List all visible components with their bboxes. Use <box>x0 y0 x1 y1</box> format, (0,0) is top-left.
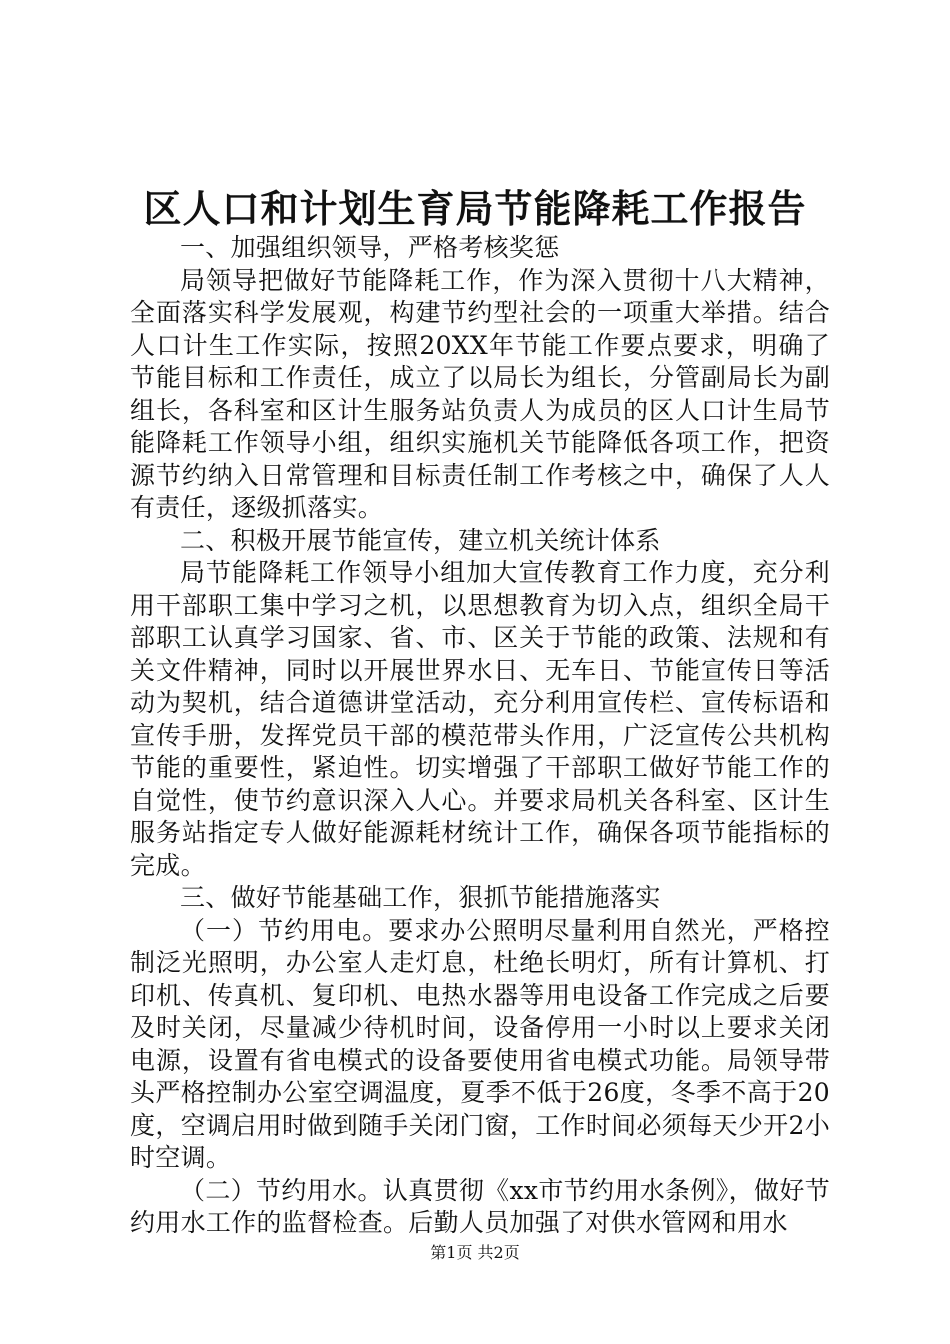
body-paragraph-1: 局领导把做好节能降耗工作，作为深入贯彻十八大精神，全面落实科学发展观，构建节约型社会的一项重大举措。结合人口计生工作实际，按照20XX年节能工作要点要求，明确了节能目标和工作责任，成立了以局长为组长，分管副局长为副组长，各科室和区计生服务站负责人为成员的区人口计生局节能降耗工作领导小组，组织实施机关节能降低各项工作，把资源节约纳入日常管理和目标责任制工作考核之中，确保了人人有责任，逐级抓落实。 <box>130 265 830 522</box>
body-paragraph-4: （二）节约用水。认真贯彻《xx市节约用水条例》，做好节约用水工作的监督检查。后勤人员加强了对供水管网和用水 <box>130 1175 830 1237</box>
document-body <box>130 232 830 1240</box>
document-title: 区人口和计划生育局节能降耗工作报告 <box>143 186 807 231</box>
section-heading-1: 一、加强组织领导，严格考核奖惩 <box>180 233 560 262</box>
page-footer: 第1页 共2页 <box>430 1243 520 1262</box>
body-paragraph-3: （一）节约用电。要求办公照明尽量利用自然光，严格控制泛光照明，办公室人走灯息，杜绝长明灯，所有计算机、打印机、传真机、复印机、电热水器等用电设备工作完成之后要及时关闭，尽量减少待机时间，设备停用一小时以上要求关闭电源，设置有省电模式的设备要使用省电模式功能。局领导带头严格控制办公室空调温度，夏季不低于26度，冬季不高于20度，空调启用时做到随手关闭门窗，工作时间必须每天少开2小时空调。 <box>130 915 830 1172</box>
section-heading-2: 二、积极开展节能宣传，建立机关统计体系 <box>180 525 661 555</box>
section-heading-3: 三、做好节能基础工作，狠抓节能措施落实 <box>180 883 661 912</box>
body-paragraph-2: 局节能降耗工作领导小组加大宣传教育工作力度，充分利用干部职工集中学习之机，以思想教育为切入点，组织全局干部职工认真学习国家、省、市、区关于节能的政策、法规和有关文件精神，同时以开展世界水日、无车日、节能宣传日等活动为契机，结合道德讲堂活动，充分利用宣传栏、宣传标语和宣传手册，发挥党员干部的模范带头作用，广泛宣传公共机构节能的重要性，紧迫性。切实增强了干部职工做好节能工作的自觉性，使节约意识深入人心。并要求局机关各科室、区计生服务站指定专人做好能源耗材统计工作，确保各项节能指标的完成。 <box>130 558 830 880</box>
